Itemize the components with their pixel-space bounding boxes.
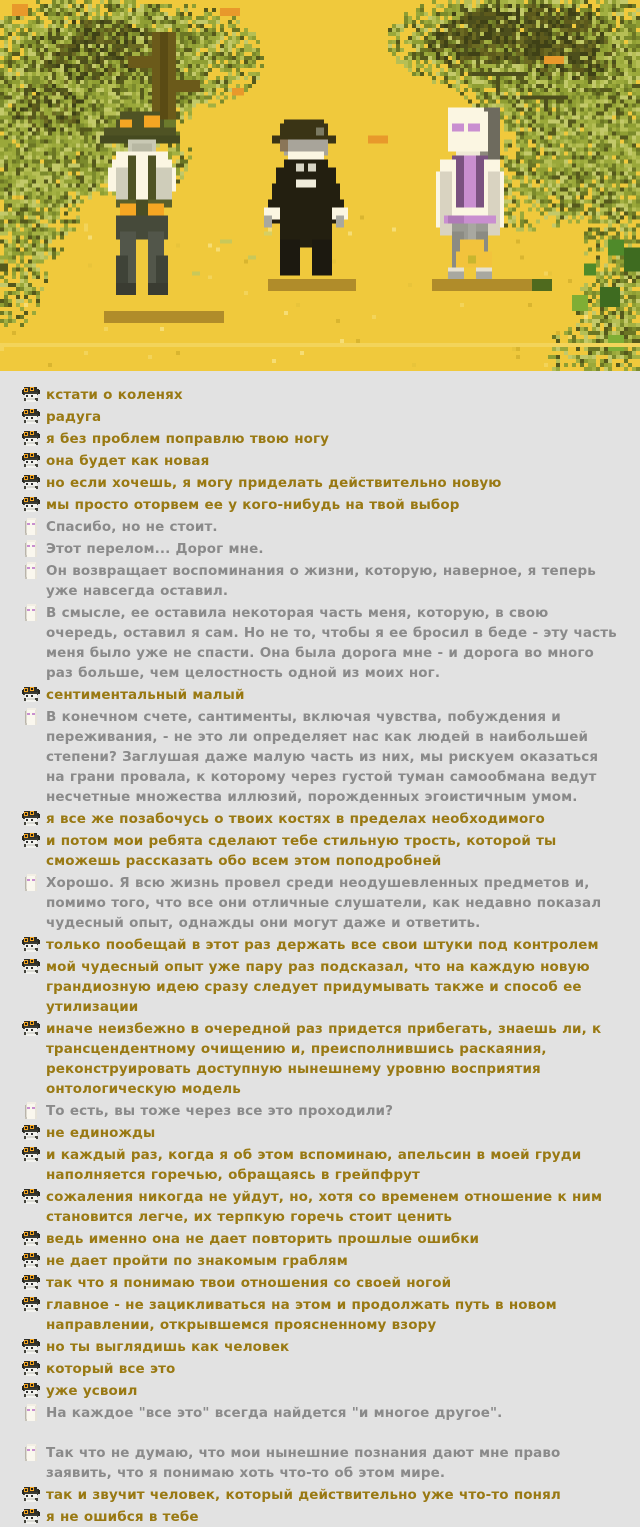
skull-avatar-icon (22, 1296, 42, 1315)
dialogue-text: я все же позабочусь о твоих костях в пределах необходимого (46, 811, 545, 827)
skull-avatar-icon (22, 430, 42, 449)
dialogue-line (0, 539, 640, 559)
dialogue-line (0, 957, 640, 1017)
skull-avatar-icon (22, 1360, 42, 1379)
skull-avatar-icon (22, 832, 42, 851)
skull-avatar-icon (22, 936, 42, 955)
dialogue-text: и потом мои ребята сделают тебе стильную трость, которой ты сможешь рассказать обо всем этом поподробней (46, 833, 557, 869)
dialogue-text: мой чудесный опыт уже пару раз подсказал, что на каждую новую грандиозную идею сразу следует придумывать также и способ ее утилизации (46, 959, 590, 1015)
skull-avatar-icon (22, 452, 42, 471)
dialogue-line (0, 1187, 640, 1227)
dialogue-line (0, 1273, 640, 1293)
game-scene (0, 0, 640, 371)
dialogue-text: который все это (46, 1361, 176, 1377)
dialogue-text: радуга (46, 409, 102, 425)
dialogue-text: ведь именно она не дает повторить прошлые ошибки (46, 1231, 480, 1247)
skull-avatar-icon (22, 1508, 42, 1527)
skull-avatar-icon (22, 958, 42, 977)
pixel-art-scene-canvas (0, 0, 640, 371)
skull-avatar-icon (22, 810, 42, 829)
dialogue-line (0, 1145, 640, 1185)
dialogue-line (0, 1295, 640, 1335)
dialogue-line (0, 407, 640, 427)
dialogue-text: только пообещай в этот раз держать все свои штуки под контролем (46, 937, 599, 953)
dialogue-text: я не ошибся в тебе (46, 1509, 199, 1525)
dialogue-text: Спасибо, но не стоит. (46, 519, 218, 535)
skull-avatar-icon (22, 1252, 42, 1271)
dialogue-line (0, 429, 640, 449)
dialogue-line (0, 1359, 640, 1379)
dialogue-text: сентиментальный малый (46, 687, 245, 703)
dialogue-text: но ты выглядишь как человек (46, 1339, 290, 1355)
dialogue-text: Так что не думаю, что мои нынешние познания дают мне право заявить, что я понимаю хоть что-то об этом мире. (46, 1445, 561, 1481)
dialogue-text: не дает пройти по знакомым граблям (46, 1253, 348, 1269)
skull-avatar-icon (22, 1020, 42, 1039)
dialogue-text: сожаления никогда не уйдут, но, хотя со временем отношение к ним становится легче, их терпкую горечь стоит ценить (46, 1189, 603, 1225)
dialogue-line (0, 809, 640, 829)
skull-avatar-icon (22, 1188, 42, 1207)
dialogue-line (0, 831, 640, 871)
pale-face-avatar-icon (22, 518, 42, 537)
dialogue-text: иначе неизбежно в очередной раз придется прибегать, знаешь ли, к трансцендентному очищению и, преисполнившись раскаяния, реконструировать доступную нынешнему уровню восприятия онтологическую модель (46, 1021, 602, 1097)
dialogue-line (0, 1251, 640, 1271)
dialogue-text: так и звучит человек, который действительно уже что-то понял (46, 1487, 561, 1503)
skull-avatar-icon (22, 474, 42, 493)
dialogue-line (0, 561, 640, 601)
skull-avatar-icon (22, 1338, 42, 1357)
dialogue-line (0, 385, 640, 405)
pale-face-avatar-icon (22, 1444, 42, 1463)
pale-face-avatar-icon (22, 1404, 42, 1423)
dialogue-line (0, 1101, 640, 1121)
pale-face-avatar-icon (22, 604, 42, 623)
dialogue-line (0, 451, 640, 471)
dialogue-text: На каждое "все это" всегда найдется "и многое другое". (46, 1405, 503, 1421)
skull-avatar-icon (22, 1230, 42, 1249)
dialogue-line (0, 1485, 640, 1505)
dialogue-text: и каждый раз, когда я об этом вспоминаю, апельсин в моей груди наполняется горечью, обращаясь в грейпфрут (46, 1147, 582, 1183)
skull-avatar-icon (22, 686, 42, 705)
dialogue-line (0, 935, 640, 955)
pale-face-avatar-icon (22, 708, 42, 727)
dialogue-text: главное - не зацикливаться на этом и продолжать путь в новом направлении, открывшемся проясненному взору (46, 1297, 557, 1333)
dialogue-line (0, 603, 640, 683)
dialogue-line (0, 1507, 640, 1527)
dialogue-line (0, 1019, 640, 1099)
dialogue-line (0, 1381, 640, 1401)
skull-avatar-icon (22, 408, 42, 427)
dialogue-line (0, 1123, 640, 1143)
skull-avatar-icon (22, 1486, 42, 1505)
dialogue-text: она будет как новая (46, 453, 210, 469)
dialogue-line (0, 495, 640, 515)
skull-avatar-icon (22, 1146, 42, 1165)
dialogue-text: не единожды (46, 1125, 156, 1141)
pale-face-avatar-icon (22, 562, 42, 581)
dialogue-line (0, 873, 640, 933)
dialogue-text: Он возвращает воспоминания о жизни, которую, наверное, я теперь уже навсегда оставил. (46, 563, 596, 599)
dialogue-text: То есть, вы тоже через все это проходили? (46, 1103, 394, 1119)
dialogue-text: кстати о коленях (46, 387, 183, 403)
dialogue-text: Хорошо. Я всю жизнь провел среди неодушевленных предметов и, помимо того, что все они отличные слушатели, как недавно показал чудесный опыт, однажды они могут даже и ответить. (46, 875, 602, 931)
dialogue-line (0, 685, 640, 705)
pale-face-avatar-icon (22, 540, 42, 559)
dialogue-text: Этот перелом... Дорог мне. (46, 541, 264, 557)
skull-avatar-icon (22, 496, 42, 515)
dialogue-line (0, 517, 640, 537)
dialogue-text: В конечном счете, сантименты, включая чувства, побуждения и переживания, - не это ли определяет нас как людей в наибольшей степени? Заглушая даже малую часть из них, мы рискуем оказаться на грани провала, к которому через густой туман самообмана ведут несчетные множества иллюзий, порожденных эгоистичным умом. (46, 709, 599, 805)
dialogue-log (0, 371, 640, 1527)
dialogue-line (0, 707, 640, 807)
dialogue-text: мы просто оторвем ее у кого-нибудь на твой выбор (46, 497, 460, 513)
pale-face-avatar-icon (22, 874, 42, 893)
dialogue-text: но если хочешь, я могу приделать действительно новую (46, 475, 502, 491)
skull-avatar-icon (22, 1382, 42, 1401)
dialogue-line (0, 473, 640, 493)
dialogue-text: я без проблем поправлю твою ногу (46, 431, 330, 447)
dialogue-line (0, 1403, 640, 1423)
skull-avatar-icon (22, 1274, 42, 1293)
dialogue-text: уже усвоил (46, 1383, 138, 1399)
dialogue-line (0, 1337, 640, 1357)
skull-avatar-icon (22, 386, 42, 405)
dialogue-text: так что я понимаю твои отношения со своей ногой (46, 1275, 452, 1291)
dialogue-text: В смысле, ее оставила некоторая часть меня, которую, в свою очередь, оставил я сам. Но не то, чтобы я ее бросил в беде - эту часть меня было уже не спасти. Она была дорога мне - и дорога во много раз больше, чем целостность одной из моих ног. (46, 605, 617, 681)
skull-avatar-icon (22, 1124, 42, 1143)
pale-face-avatar-icon (22, 1102, 42, 1121)
dialogue-line (0, 1229, 640, 1249)
dialogue-line (0, 1443, 640, 1483)
